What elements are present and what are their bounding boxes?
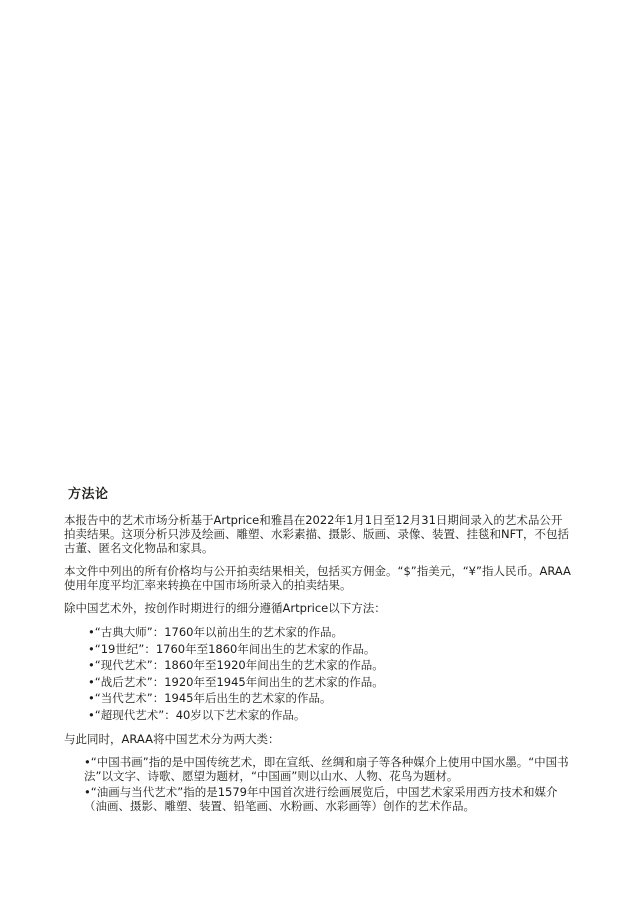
chinese-art-category-list xyxy=(84,755,572,813)
period-item-modern-art: •“现代艺术”：1860年至1920年间出生的艺术家的作品。 xyxy=(88,658,384,673)
paragraph-chinese-art-intro: 与此同时，ARAA将中国艺术分为两大类： xyxy=(64,731,280,746)
paragraph-data-sources: 本报告中的艺术市场分析基于Artprice和雅昌在2022年1月1日至12月31日期间录入的艺术品公开拍卖结果。这项分析只涉及绘画、雕塑、水彩素描、摄影、版画、录像、装置、挂毯和NFT，不包括古董、匿名文化物品和家具。 xyxy=(64,513,570,555)
paragraph-period-intro: 除中国艺术外，按创作时期进行的细分遵循Artprice以下方法： xyxy=(64,601,386,615)
section-title: 方法论 xyxy=(68,487,109,502)
paragraph-prices: 本文件中列出的所有价格均与公开拍卖结果相关，包括买方佣金。“$”指美元，“¥”指人民币。ARAA使用年度平均汇率来转换在中国市场所录入的拍卖结果。 xyxy=(64,564,571,592)
period-item-post-war: •“战后艺术”：1920年至1945年间出生的艺术家的作品。 xyxy=(88,674,384,689)
period-item-contemporary: •“当代艺术”：1945年后出生的艺术家的作品。 xyxy=(88,691,332,706)
period-item-19th-century: •“19世纪”：1760年至1860年间出生的艺术家的作品。 xyxy=(88,641,376,656)
period-item-ultra-contemporary: •“超现代艺术”：40岁以下艺术家的作品。 xyxy=(88,707,306,722)
period-item-old-masters: •“古典大师”：1760年以前出生的艺术家的作品。 xyxy=(88,625,343,639)
methodology-section xyxy=(64,486,572,815)
category-item-painting-calligraphy: •“中国书画”指的是中国传统艺术，即在宣纸、丝绸和扇子等各种媒介上使用中国水墨。“中国书法”以文字、诗歌、愿望为题材，“中国画”则以山水、人物、花鸟为题材。 xyxy=(84,754,569,783)
category-item-oil-contemporary: •“油画与当代艺术”指的是1579年中国首次进行绘画展览后，中国艺术家采用西方技术和媒介（油画、摄影、雕塑、装置、铅笔画、水粉画、水彩画等）创作的艺术作品。 xyxy=(84,784,558,813)
period-list xyxy=(88,624,572,724)
